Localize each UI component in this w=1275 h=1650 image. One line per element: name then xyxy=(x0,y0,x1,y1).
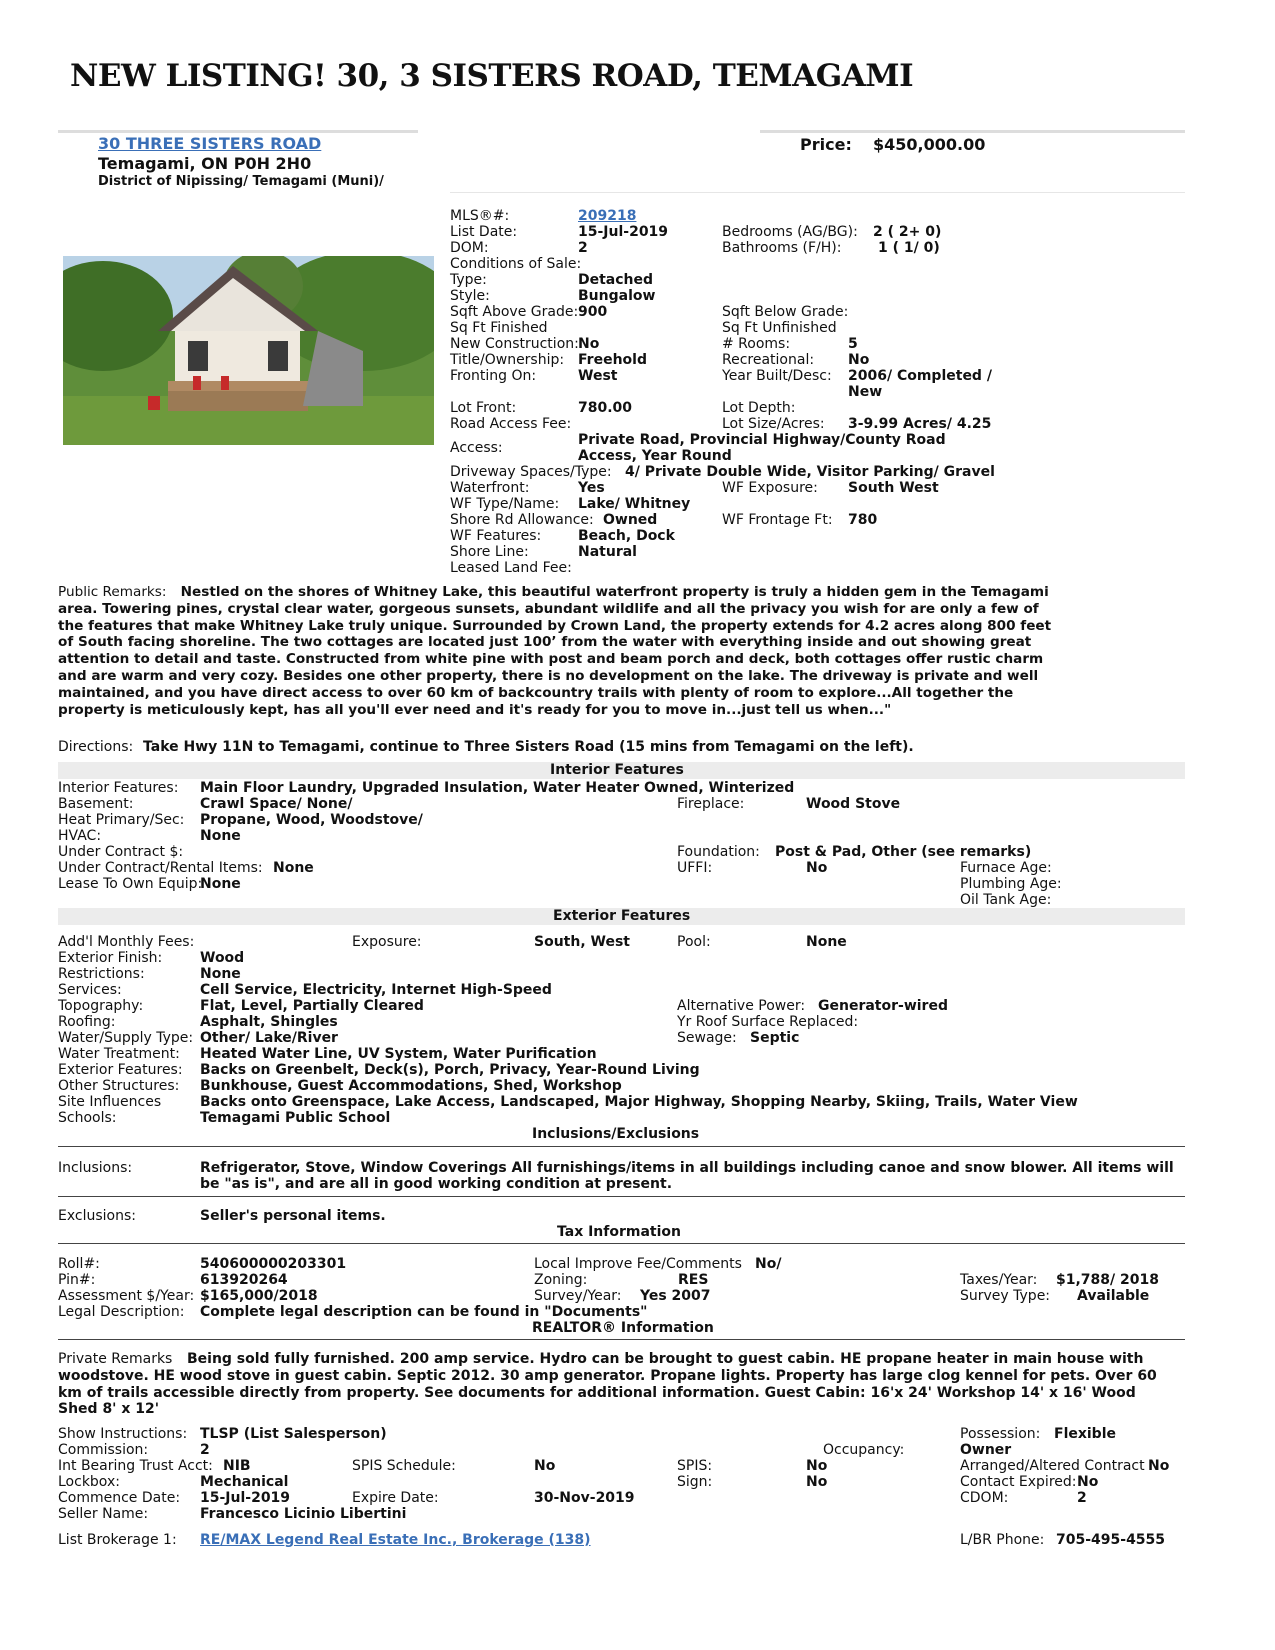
contact-expired-label: Contact Expired: xyxy=(960,1474,1077,1490)
heat-value: Propane, Wood, Woodstove/ xyxy=(200,812,423,828)
shore-allowance-value: Owned xyxy=(603,512,658,528)
rental-items-label: Under Contract/Rental Items: xyxy=(58,860,263,876)
under-contract-label: Under Contract $: xyxy=(58,844,184,860)
assessment-value: $165,000/2018 xyxy=(200,1288,318,1304)
other-structures-value: Bunkhouse, Guest Accommodations, Shed, Workshop xyxy=(200,1078,622,1094)
oil-tank-age-label: Oil Tank Age: xyxy=(960,892,1052,908)
spis-label: SPIS: xyxy=(677,1458,713,1474)
sewage-value: Septic xyxy=(750,1030,800,1046)
private-remarks xyxy=(58,1351,1178,1418)
furnace-age-label: Furnace Age: xyxy=(960,860,1052,876)
hvac-label: HVAC: xyxy=(58,828,102,844)
cottage-photo-illustration xyxy=(63,256,434,445)
dom-value: 2 xyxy=(578,240,588,256)
arranged-contract-label: Arranged/Altered Contract xyxy=(960,1458,1145,1474)
taxes-label: Taxes/Year: xyxy=(960,1272,1038,1288)
style-label: Style: xyxy=(450,288,490,304)
address-street-link[interactable]: 30 THREE SISTERS ROAD xyxy=(98,134,322,153)
inclusions-section-title: Inclusions/Exclusions xyxy=(532,1126,700,1142)
taxes-value: $1,788/ 2018 xyxy=(1056,1272,1159,1288)
wf-type-label: WF Type/Name: xyxy=(450,496,560,512)
interior-features-label: Interior Features: xyxy=(58,780,179,796)
waterfront-value: Yes xyxy=(578,480,605,496)
roll-label: Roll#: xyxy=(58,1256,100,1272)
access-label: Access: xyxy=(450,440,503,456)
heat-label: Heat Primary/Sec: xyxy=(58,812,185,828)
new-construction-label: New Construction: xyxy=(450,336,579,352)
title-ownership-label: Title/Ownership: xyxy=(450,352,565,368)
schools-label: Schools: xyxy=(58,1110,117,1126)
inclusions-value-line1: Refrigerator, Stove, Window Coverings All furnishings/items in all buildings including canoe and snow blower. All items will xyxy=(200,1160,1174,1176)
exclusions-label: Exclusions: xyxy=(58,1208,136,1224)
price-label: Price: xyxy=(800,135,852,154)
schools-value: Temagami Public School xyxy=(200,1110,391,1126)
hvac-value: None xyxy=(200,828,241,844)
tax-section-title: Tax Information xyxy=(557,1224,681,1240)
roof-replaced-label: Yr Roof Surface Replaced: xyxy=(677,1014,859,1030)
spis-value: No xyxy=(806,1458,828,1474)
sewage-label: Sewage: xyxy=(677,1030,737,1046)
exposure-value: South, West xyxy=(534,934,630,950)
style-value: Bungalow xyxy=(578,288,656,304)
year-built-value-line2: New xyxy=(848,384,883,400)
public-remarks xyxy=(58,584,1058,718)
lease-own-label: Lease To Own Equip: xyxy=(58,876,203,892)
type-value: Detached xyxy=(578,272,654,288)
other-structures-label: Other Structures: xyxy=(58,1078,180,1094)
roofing-value: Asphalt, Shingles xyxy=(200,1014,338,1030)
property-photo xyxy=(63,256,434,445)
seller-name-value: Francesco Licinio Libertini xyxy=(200,1506,407,1522)
cdom-label: CDOM: xyxy=(960,1490,1009,1506)
lockbox-value: Mechanical xyxy=(200,1474,289,1490)
access-value-line1: Private Road, Provincial Highway/County Road xyxy=(578,432,946,448)
conditions-label: Conditions of Sale: xyxy=(450,256,582,272)
exterior-finish-value: Wood xyxy=(200,950,245,966)
plumbing-age-label: Plumbing Age: xyxy=(960,876,1062,892)
driveway-value: 4/ Private Double Wide, Visitor Parking/ Gravel xyxy=(625,464,995,480)
leased-fee-label: Leased Land Fee: xyxy=(450,560,572,576)
alt-power-value: Generator-wired xyxy=(818,998,948,1014)
water-supply-label: Water/Supply Type: xyxy=(58,1030,194,1046)
shore-line-label: Shore Line: xyxy=(450,544,529,560)
exterior-features-value: Backs on Greenbelt, Deck(s), Porch, Privacy, Year-Round Living xyxy=(200,1062,700,1078)
commence-value: 15-Jul-2019 xyxy=(200,1490,291,1506)
waterfront-label: Waterfront: xyxy=(450,480,530,496)
lot-front-value: 780.00 xyxy=(578,400,633,416)
wf-type-value: Lake/ Whitney xyxy=(578,496,691,512)
sign-label: Sign: xyxy=(677,1474,713,1490)
spis-schedule-label: SPIS Schedule: xyxy=(352,1458,456,1474)
commence-label: Commence Date: xyxy=(58,1490,181,1506)
wf-exposure-value: South West xyxy=(848,480,939,496)
road-fee-label: Road Access Fee: xyxy=(450,416,572,432)
water-treatment-value: Heated Water Line, UV System, Water Purification xyxy=(200,1046,597,1062)
sqft-finished-label: Sq Ft Finished xyxy=(450,320,548,336)
title-ownership-value: Freehold xyxy=(578,352,647,368)
wf-features-label: WF Features: xyxy=(450,528,542,544)
fronting-value: West xyxy=(578,368,618,384)
foundation-label: Foundation: xyxy=(677,844,760,860)
zoning-value: RES xyxy=(678,1272,709,1288)
list-date-label: List Date: xyxy=(450,224,518,240)
trust-acct-label: Int Bearing Trust Acct: xyxy=(58,1458,213,1474)
possession-label: Possession: xyxy=(960,1426,1041,1442)
survey-type-label: Survey Type: xyxy=(960,1288,1051,1304)
exclusions-value: Seller's personal items. xyxy=(200,1208,386,1224)
site-influences-label: Site Influences xyxy=(58,1094,162,1110)
sqft-above-label: Sqft Above Grade: xyxy=(450,304,579,320)
occupancy-value: Owner xyxy=(960,1442,1012,1458)
mls-label: MLS®#: xyxy=(450,208,510,224)
lot-size-label: Lot Size/Acres: xyxy=(722,416,825,432)
list-date-value: 15-Jul-2019 xyxy=(578,224,669,240)
private-remarks-label: Private Remarks xyxy=(58,1351,173,1367)
survey-label: Survey/Year: xyxy=(534,1288,622,1304)
interior-features-value: Main Floor Laundry, Upgraded Insulation, Water Heater Owned, Winterized xyxy=(200,780,795,796)
occupancy-label: Occupancy: xyxy=(823,1442,905,1458)
exterior-section-title: Exterior Features xyxy=(553,908,691,924)
lot-size-value: 3-9.99 Acres/ 4.25 xyxy=(848,416,992,432)
services-label: Services: xyxy=(58,982,122,998)
brokerage-label: List Brokerage 1: xyxy=(58,1532,177,1548)
survey-type-value: Available xyxy=(1077,1288,1150,1304)
inclusions-label: Inclusions: xyxy=(58,1160,133,1176)
lease-own-value: None xyxy=(200,876,241,892)
bathrooms-label: Bathrooms (F/H): xyxy=(722,240,842,256)
tax-top-rule xyxy=(58,1243,1185,1244)
zoning-label: Zoning: xyxy=(534,1272,588,1288)
shore-allowance-label: Shore Rd Allowance: xyxy=(450,512,594,528)
header-rule-left xyxy=(58,130,418,133)
foundation-value: Post & Pad, Other (see remarks) xyxy=(775,844,1032,860)
price-value: $450,000.00 xyxy=(873,135,986,154)
driveway-label: Driveway Spaces/Type: xyxy=(450,464,612,480)
basement-value: Crawl Space/ None/ xyxy=(200,796,353,812)
inclusions-top-rule xyxy=(58,1146,1185,1147)
rental-items-value: None xyxy=(273,860,314,876)
local-improve-value: No/ xyxy=(755,1256,782,1272)
directions-label: Directions: xyxy=(58,739,134,755)
year-built-value-line1: 2006/ Completed / xyxy=(848,368,992,384)
wf-frontage-value: 780 xyxy=(848,512,878,528)
recreational-label: Recreational: xyxy=(722,352,815,368)
restrictions-value: None xyxy=(200,966,241,982)
trust-acct-value: NIB xyxy=(223,1458,251,1474)
water-treatment-label: Water Treatment: xyxy=(58,1046,180,1062)
spis-schedule-value: No xyxy=(534,1458,556,1474)
arranged-contract-value: No xyxy=(1148,1458,1170,1474)
cdom-value: 2 xyxy=(1077,1490,1087,1506)
address-district: District of Nipissing/ Temagami (Muni)/ xyxy=(98,174,384,189)
expire-date-value: 30-Nov-2019 xyxy=(534,1490,635,1506)
pool-value: None xyxy=(806,934,847,950)
new-construction-value: No xyxy=(578,336,600,352)
bathrooms-value: 1 ( 1/ 0) xyxy=(878,240,940,256)
bedrooms-label: Bedrooms (AG/BG): xyxy=(722,224,858,240)
wf-features-value: Beach, Dock xyxy=(578,528,675,544)
pin-value: 613920264 xyxy=(200,1272,288,1288)
pin-label: Pin#: xyxy=(58,1272,96,1288)
page-title: NEW LISTING! 30, 3 SISTERS ROAD, TEMAGAMI xyxy=(70,58,914,94)
year-built-label: Year Built/Desc: xyxy=(722,368,832,384)
shore-line-value: Natural xyxy=(578,544,637,560)
uffi-value: No xyxy=(806,860,828,876)
topography-value: Flat, Level, Partially Cleared xyxy=(200,998,424,1014)
services-value: Cell Service, Electricity, Internet High-Speed xyxy=(200,982,552,998)
possession-value: Flexible xyxy=(1054,1426,1117,1442)
assessment-label: Assessment $/Year: xyxy=(58,1288,195,1304)
address-city: Temagami, ON P0H 2H0 xyxy=(98,154,312,173)
public-remarks-text: Nestled on the shores of Whitney Lake, this beautiful waterfront property is truly a hidden gem in the Temagami area. Towering pines, crystal clear water, gorgeous sunsets, abundant wildlife and all the privacy you wish for are only a few of the features that make Whitney Lake truly unique. Surrounded by Crown Land, the property extends for 4.2 acres along 800 feet of South facing shoreline. The two cottages are located just 100’ from the water with everything inside and out showing great attention to detail and taste. Constructed from white pine with post and beam porch and deck, both cottages offer rustic charm and are warm and very cozy. Besides one other property, there is no development on the lake. The driveway is private and well maintained, and you have direct access to over 60 km of backcountry trails with plenty of room to explore...All together the property is meticulously kept, has all you'll ever need and it's ready for you to move in...just tell us when..." xyxy=(58,584,1052,718)
site-influences-value: Backs onto Greenspace, Lake Access, Landscaped, Major Highway, Shopping Nearby, Skiing, Trails, Water View xyxy=(200,1094,1078,1110)
topography-label: Topography: xyxy=(58,998,144,1014)
uffi-label: UFFI: xyxy=(677,860,713,876)
recreational-value: No xyxy=(848,352,870,368)
realtor-section-title: REALTOR® Information xyxy=(532,1320,714,1336)
legal-value: Complete legal description can be found in "Documents" xyxy=(200,1304,648,1320)
type-label: Type: xyxy=(450,272,487,288)
show-instructions-label: Show Instructions: xyxy=(58,1426,188,1442)
exterior-features-label: Exterior Features: xyxy=(58,1062,183,1078)
alt-power-label: Alternative Power: xyxy=(677,998,806,1014)
roofing-label: Roofing: xyxy=(58,1014,116,1030)
brokerage-link[interactable]: RE/MAX Legend Real Estate Inc., Brokerage (138) xyxy=(200,1532,591,1548)
wf-frontage-label: WF Frontage Ft: xyxy=(722,512,833,528)
private-remarks-text: Being sold fully furnished. 200 amp service. Hydro can be brought to guest cabin. HE propane heater in main house with woodstove. HE wood stove in guest cabin. Septic 2012. 30 amp generator. Propane lights. Property has large clog kennel for pets. Over 60 km of trails accessible directly from property. See documents for additional information. Guest Cabin: 16'x 24' Workshop 14' x 16' Wood Shed 8' x 12' xyxy=(58,1351,1157,1418)
lot-front-label: Lot Front: xyxy=(450,400,517,416)
exterior-finish-label: Exterior Finish: xyxy=(58,950,163,966)
directions-text: Take Hwy 11N to Temagami, continue to Three Sisters Road (15 mins from Temagami on the left). xyxy=(143,739,914,755)
monthly-fees-label: Add'l Monthly Fees: xyxy=(58,934,195,950)
roll-value: 540600000203301 xyxy=(200,1256,347,1272)
show-instructions-value: TLSP (List Salesperson) xyxy=(200,1426,387,1442)
phone-label: L/BR Phone: xyxy=(960,1532,1045,1548)
dom-label: DOM: xyxy=(450,240,489,256)
fireplace-value: Wood Stove xyxy=(806,796,901,812)
rooms-value: 5 xyxy=(848,336,858,352)
inclusions-value-line2: be "as is", and are all in good working condition at present. xyxy=(200,1176,673,1192)
phone-value: 705-495-4555 xyxy=(1056,1532,1166,1548)
expire-date-label: Expire Date: xyxy=(352,1490,439,1506)
public-remarks-label: Public Remarks: xyxy=(58,584,167,600)
pool-label: Pool: xyxy=(677,934,711,950)
wf-exposure-label: WF Exposure: xyxy=(722,480,818,496)
sign-value: No xyxy=(806,1474,828,1490)
lot-depth-label: Lot Depth: xyxy=(722,400,796,416)
header-rule-right xyxy=(760,130,1185,133)
bedrooms-value: 2 ( 2+ 0) xyxy=(873,224,942,240)
restrictions-label: Restrictions: xyxy=(58,966,145,982)
commission-value: 2 xyxy=(200,1442,210,1458)
fronting-label: Fronting On: xyxy=(450,368,537,384)
summary-rule xyxy=(450,192,1185,193)
realtor-top-rule xyxy=(58,1339,1185,1340)
local-improve-label: Local Improve Fee/Comments xyxy=(534,1256,742,1272)
inclusions-mid-rule xyxy=(58,1196,1185,1197)
sqft-below-label: Sqft Below Grade: xyxy=(722,304,849,320)
fireplace-label: Fireplace: xyxy=(677,796,745,812)
water-supply-value: Other/ Lake/River xyxy=(200,1030,338,1046)
interior-section-title: Interior Features xyxy=(550,762,684,778)
mls-number-link[interactable]: 209218 xyxy=(578,208,637,224)
basement-label: Basement: xyxy=(58,796,134,812)
contact-expired-value: No xyxy=(1077,1474,1099,1490)
lockbox-label: Lockbox: xyxy=(58,1474,120,1490)
access-value-line2: Access, Year Round xyxy=(578,448,732,464)
seller-name-label: Seller Name: xyxy=(58,1506,149,1522)
legal-label: Legal Description: xyxy=(58,1304,185,1320)
sqft-above-value: 900 xyxy=(578,304,608,320)
sqft-unfinished-label: Sq Ft Unfinished xyxy=(722,320,837,336)
exposure-label: Exposure: xyxy=(352,934,422,950)
commission-label: Commission: xyxy=(58,1442,149,1458)
survey-value: Yes 2007 xyxy=(640,1288,711,1304)
rooms-label: # Rooms: xyxy=(722,336,791,352)
